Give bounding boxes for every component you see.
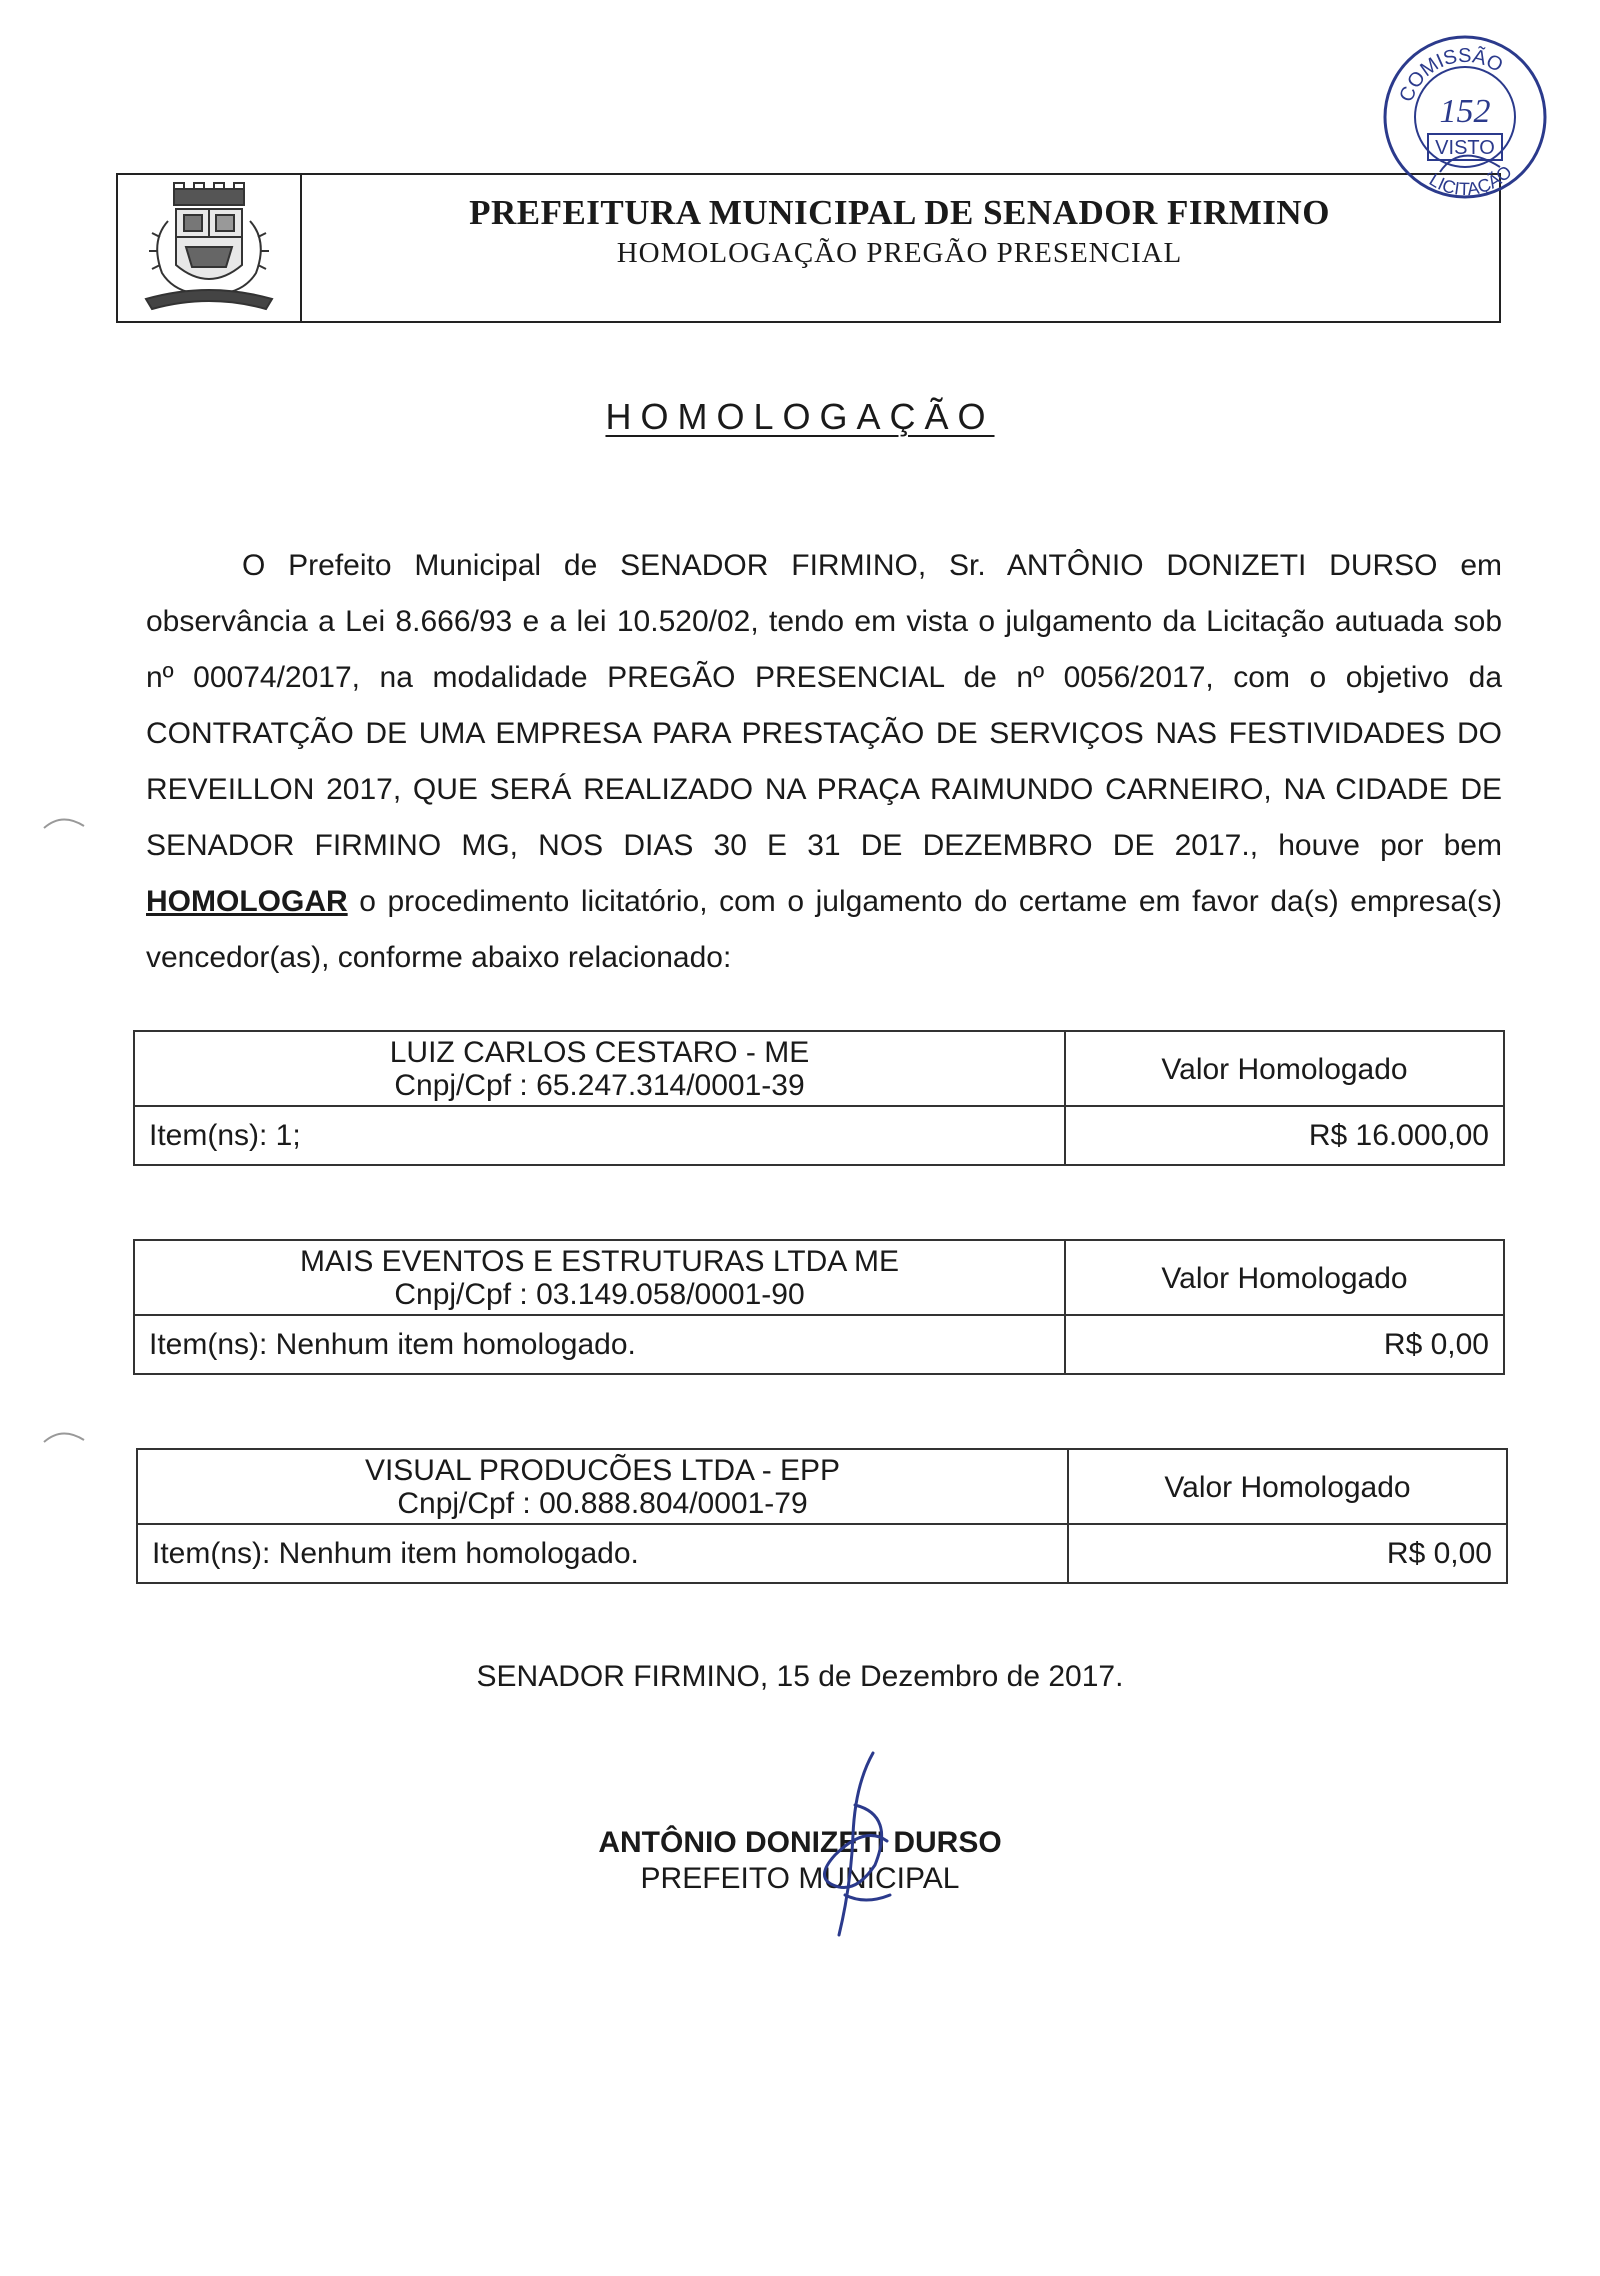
- document-type-subtitle: HOMOLOGAÇÃO PREGÃO PRESENCIAL: [616, 237, 1183, 269]
- vendor-amount: R$ 0,00: [1383, 1328, 1489, 1361]
- homologation-body-paragraph: [146, 538, 1502, 986]
- signer-name: ANTÔNIO DONIZETI DURSO: [598, 1826, 1002, 1859]
- vendor-table-2: [133, 1239, 1505, 1375]
- stamp-number: 152: [1439, 93, 1491, 130]
- vendor-items: Item(ns): Nenhum item homologado.: [138, 1525, 1069, 1582]
- vendor-table-3: [136, 1448, 1508, 1584]
- vendor-name: LUIZ CARLOS CESTARO - ME: [389, 1036, 810, 1069]
- value-header: Valor Homologado: [1066, 1032, 1503, 1107]
- vendor-cell: [138, 1450, 1069, 1525]
- signer-role: PREFEITO MUNICIPAL: [640, 1862, 960, 1895]
- vendor-items: Item(ns): Nenhum item homologado.: [135, 1316, 1066, 1373]
- vendor-amount: R$ 16.000,00: [1308, 1119, 1489, 1152]
- vendor-table-1: [133, 1030, 1505, 1166]
- value-header: Valor Homologado: [1066, 1241, 1503, 1316]
- vendor-items: Item(ns): 1;: [135, 1107, 1066, 1164]
- crest-cell: [118, 175, 302, 321]
- letterhead: [116, 173, 1501, 323]
- value-header: Valor Homologado: [1069, 1450, 1506, 1525]
- vendor-name: VISUAL PRODUCÕES LTDA - EPP: [364, 1454, 841, 1487]
- document-title: HOMOLOGAÇÃO: [605, 396, 995, 437]
- stamp-middle-text: VISTO: [1435, 137, 1495, 159]
- vendor-cell: [135, 1032, 1066, 1107]
- vendor-name: MAIS EVENTOS E ESTRUTURAS LTDA ME: [299, 1245, 899, 1278]
- body-emphasis-homologar: HOMOLOGAR: [146, 885, 348, 918]
- municipal-crest-icon: [138, 181, 280, 315]
- stamp-top-text: COMISSÃO: [1395, 44, 1507, 106]
- handwritten-signature: [795, 1745, 905, 1945]
- vendor-amount: R$ 0,00: [1386, 1537, 1492, 1570]
- commission-stamp: [1370, 22, 1560, 212]
- municipality-title: PREFEITURA MUNICIPAL DE SENADOR FIRMINO: [469, 193, 1330, 232]
- body-text-part1: O Prefeito Municipal de SENADOR FIRMINO, Sr. ANTÔNIO DONIZETI DURSO em observância a Lei 8.666/93 e a lei 10.520/02, tendo em vista o julgamento da Licitação autuada sob nº 00074/2017, na modalidade PREGÃO PRESENCIAL de nº 0056/2017, com o objetivo da CONTRATÇÃO DE UMA EMPRESA PARA PRESTAÇÃO DE SERVIÇOS NAS FESTIVIDADES DO REVEILLON 2017, QUE SERÁ REALIZADO NA PRAÇA RAIMUNDO CARNEIRO, NA CIDADE DE SENADOR FIRMINO MG, NOS DIAS 30 E 31 DE DEZEMBRO DE 2017., houve por bem: [146, 549, 1502, 862]
- punch-hole-mark-icon: [40, 810, 88, 834]
- vendor-cell: [135, 1241, 1066, 1316]
- vendor-cnpj: Cnpj/Cpf : 03.149.058/0001-90: [394, 1278, 805, 1311]
- body-text-part2: o procedimento licitatório, com o julgamento do certame em favor da(s) empresa(s) vencedor(as), conforme abaixo relacionado:: [146, 885, 1502, 974]
- vendor-cnpj: Cnpj/Cpf : 00.888.804/0001-79: [397, 1487, 808, 1520]
- stamp-bottom-text: LICITAÇÃO: [1425, 161, 1516, 200]
- punch-hole-mark-icon: [40, 1424, 88, 1448]
- place-and-date: SENADOR FIRMINO, 15 de Dezembro de 2017.: [476, 1660, 1124, 1693]
- vendor-cnpj: Cnpj/Cpf : 65.247.314/0001-39: [394, 1069, 805, 1102]
